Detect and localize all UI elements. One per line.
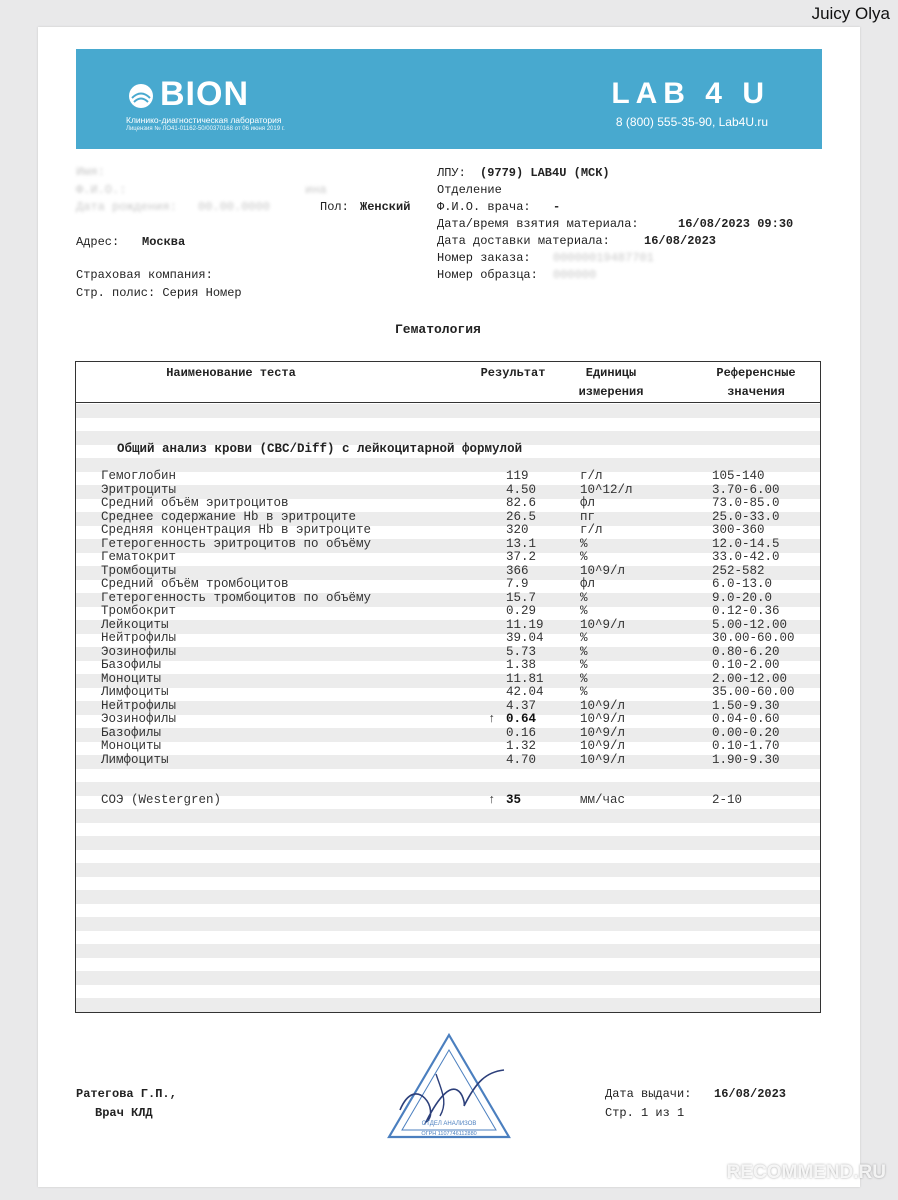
sample-number-value: 000000 [553, 268, 597, 282]
cell-unit: % [580, 590, 588, 605]
table-row [76, 497, 820, 511]
cell-ref: 25.0-33.0 [712, 509, 780, 524]
cell-unit: г/л [580, 469, 603, 483]
cell-name: Тромбоциты [101, 563, 177, 578]
cell-ref: 73.0-85.0 [712, 496, 780, 510]
cell-ref: 252-582 [712, 563, 765, 578]
cell-unit: г/л [580, 523, 603, 537]
esr-unit: мм/час [580, 793, 626, 807]
table-row [76, 619, 820, 633]
cell-result: 26.5 [506, 509, 537, 524]
stamp-text: ОТДЕЛ АНАЛИЗОВ [421, 1121, 477, 1127]
cell-ref: 35.00-60.00 [712, 685, 795, 699]
table-header [76, 362, 820, 403]
cell-unit: 10^9/л [580, 752, 626, 767]
header-units-2: измерения [578, 385, 644, 399]
cell-name: Гетерогенность эритроцитов по объёму [101, 536, 372, 551]
table-row [76, 551, 820, 565]
header-ref-1: Референсные [716, 366, 796, 380]
cell-result: 7.9 [506, 577, 529, 591]
table-row [76, 511, 820, 525]
cell-ref: 0.10-1.70 [712, 739, 780, 753]
cell-result: 15.7 [506, 590, 537, 605]
lpu-label: ЛПУ: [437, 166, 466, 180]
cell-name: Базофилы [101, 658, 162, 672]
table-row [76, 713, 820, 727]
cell-unit: 10^9/л [580, 698, 626, 713]
cell-ref: 3.70-6.00 [712, 482, 780, 497]
cell-ref: 5.00-12.00 [712, 617, 788, 632]
esr-result: 35 [506, 793, 522, 807]
cell-name: Эозинофилы [101, 644, 177, 659]
bion-logo-icon [126, 83, 156, 109]
cell-result: 4.37 [506, 698, 537, 713]
taken-label: Дата/время взятия материала: [437, 217, 639, 231]
cell-result: 366 [506, 563, 529, 578]
cell-unit: % [580, 536, 588, 551]
lab4u-contact: 8 (800) 555-35-90, Lab4U.ru [615, 115, 768, 129]
table-row [76, 673, 820, 687]
cell-ref: 1.90-9.30 [712, 752, 780, 767]
cell-name: Лимфоциты [101, 685, 169, 699]
cell-unit: % [580, 671, 588, 686]
cell-name: Базофилы [101, 725, 162, 740]
cell-unit: % [580, 644, 588, 659]
cell-result: 42.04 [506, 685, 544, 699]
cell-name: Эритроциты [101, 482, 177, 497]
cell-unit: 10^9/л [580, 712, 626, 726]
high-flag-icon: ↑ [488, 712, 496, 726]
page-number: Стр. 1 из 1 [605, 1106, 685, 1120]
esr-high-flag: ↑ [488, 793, 496, 807]
results-table [75, 361, 821, 1013]
bion-wordmark: BION [160, 75, 249, 113]
cell-ref: 0.12-0.36 [712, 604, 780, 618]
sample-number-label: Номер образца: [437, 268, 538, 282]
cell-name: Нейтрофилы [101, 698, 177, 713]
delivered-value: 16/08/2023 [644, 234, 717, 248]
insurance-label: Страховая компания: [76, 268, 213, 282]
table-row [76, 470, 820, 484]
cell-result: 4.70 [506, 752, 537, 767]
cell-unit: пг [580, 509, 596, 524]
cell-ref: 2.00-12.00 [712, 671, 788, 686]
recommend-watermark-text: RECOMMEND.RU [726, 1162, 886, 1183]
cell-name: Моноциты [101, 739, 162, 753]
cell-ref: 0.04-0.60 [712, 712, 780, 726]
doctor-label: Ф.И.О. врача: [437, 200, 531, 214]
cell-result: 13.1 [506, 536, 537, 551]
row-stripe [76, 944, 820, 958]
cell-name: Гематокрит [101, 550, 177, 564]
row-stripe [76, 863, 820, 877]
esr-name: СОЭ (Westergren) [101, 793, 222, 807]
cell-ref: 0.00-0.20 [712, 725, 780, 740]
cell-name: Гетерогенность тромбоцитов по объёму [101, 590, 372, 605]
cell-result: 11.19 [506, 617, 544, 632]
cell-ref: 30.00-60.00 [712, 631, 795, 645]
cell-name: Тромбокрит [101, 604, 177, 618]
patient-fio-tail: ина [305, 183, 327, 197]
table-row [76, 632, 820, 646]
cell-result: 1.32 [506, 739, 537, 753]
order-number-value: 00000019487701 [553, 251, 654, 265]
patient-sex-value: Женский [360, 200, 411, 214]
cell-ref: 33.0-42.0 [712, 550, 780, 564]
table-row [76, 592, 820, 606]
bion-subtitle: Клинико-диагностическая лаборатория [126, 115, 282, 125]
cell-unit: % [580, 604, 588, 618]
policy-label: Стр. полис: Серия Номер [76, 286, 242, 300]
stamp-ogrn: ОГРН 1107746112880 [421, 1131, 477, 1137]
table-row [76, 605, 820, 619]
patient-name-label: Имя: [76, 165, 105, 179]
cell-result: 39.04 [506, 631, 544, 645]
cell-result: 1.38 [506, 658, 537, 672]
row-stripe [76, 836, 820, 850]
esr-row [76, 794, 820, 808]
cell-ref: 9.0-20.0 [712, 590, 773, 605]
cell-name: Средний объём тромбоцитов [101, 577, 289, 591]
header-ref-2: значения [727, 385, 785, 399]
patient-fio-label: Ф.И.О.: [76, 183, 127, 197]
patient-sex-label: Пол: [320, 200, 349, 214]
bion-logo [126, 75, 296, 139]
cell-result: 11.81 [506, 671, 544, 686]
table-row [76, 578, 820, 592]
row-stripe [76, 971, 820, 985]
cell-result: 0.16 [506, 725, 537, 740]
department-label: Отделение [437, 183, 502, 197]
cell-name: Среднее содержание Hb в эритроците [101, 509, 357, 524]
recommend-watermark [727, 1162, 886, 1184]
header-test-name: Наименование теста [166, 366, 296, 380]
cell-unit: 10^9/л [580, 739, 626, 753]
header-units-1: Единицы [585, 366, 637, 380]
header-result: Результат [480, 366, 546, 380]
cell-unit: 10^9/л [580, 725, 626, 740]
row-stripe [76, 917, 820, 931]
esr-ref: 2-10 [712, 793, 743, 807]
patient-address-value: Москва [142, 235, 186, 249]
cell-unit: 10^12/л [580, 482, 633, 497]
signature-icon [400, 1070, 504, 1122]
cell-ref: 6.0-13.0 [712, 577, 773, 591]
table-row [76, 538, 820, 552]
cell-name: Средняя концентрация Hb в эритроците [101, 523, 372, 537]
lab-report-sheet [38, 27, 860, 1187]
cell-name: Моноциты [101, 671, 162, 686]
cell-result: 0.64 [506, 712, 537, 726]
table-row [76, 700, 820, 714]
cell-unit: % [580, 631, 588, 645]
signing-doctor: Ратегова Г.П., [76, 1087, 177, 1101]
cell-name: Лейкоциты [101, 617, 169, 632]
issue-date-label: Дата выдачи: [605, 1087, 692, 1101]
cell-name: Эозинофилы [101, 712, 177, 726]
header-banner [76, 49, 822, 149]
cell-unit: % [580, 658, 588, 672]
cell-result: 82.6 [506, 496, 537, 510]
group-title: Общий анализ крови (CBC/Diff) с лейкоцитарной формулой [117, 442, 523, 456]
cell-unit: 10^9/л [580, 617, 626, 632]
row-stripe [76, 404, 820, 418]
patient-dob-label: Дата рождения: [76, 200, 177, 214]
delivered-label: Дата доставки материала: [437, 234, 610, 248]
row-stripe [76, 809, 820, 823]
cell-ref: 0.80-6.20 [712, 644, 780, 659]
table-row [76, 484, 820, 498]
cell-unit: % [580, 550, 588, 564]
table-row [76, 565, 820, 579]
table-row [76, 646, 820, 660]
table-row [76, 686, 820, 700]
row-stripe [76, 890, 820, 904]
cell-unit: 10^9/л [580, 563, 626, 578]
cell-result: 37.2 [506, 550, 537, 564]
author-watermark: Juicy Olya [811, 4, 890, 23]
table-row [76, 754, 820, 768]
cell-result: 0.29 [506, 604, 537, 618]
signing-doctor-role: Врач КЛД [95, 1106, 153, 1120]
cell-name: Гемоглобин [101, 469, 177, 483]
lab4u-title: LAB 4 U [611, 77, 770, 110]
cell-result: 320 [506, 523, 529, 537]
cell-ref: 105-140 [712, 469, 765, 483]
cell-unit: фл [580, 496, 596, 510]
cell-unit: % [580, 685, 588, 699]
cell-name: Средний объём эритроцитов [101, 496, 289, 510]
cell-ref: 1.50-9.30 [712, 698, 780, 713]
cell-name: Лимфоциты [101, 752, 169, 767]
table-row [76, 727, 820, 741]
section-title: Гематология [395, 322, 481, 337]
issue-date-value: 16/08/2023 [714, 1087, 787, 1101]
patient-dob-value: 00.00.0000 [198, 200, 271, 214]
order-number-label: Номер заказа: [437, 251, 531, 265]
lab-stamp [386, 1032, 512, 1140]
cell-result: 5.73 [506, 644, 537, 659]
cell-name: Нейтрофилы [101, 631, 177, 645]
table-row [76, 740, 820, 754]
doctor-value: - [553, 200, 561, 214]
table-row [76, 659, 820, 673]
row-stripe [76, 998, 820, 1012]
cell-result: 119 [506, 469, 529, 483]
cell-unit: фл [580, 577, 596, 591]
cell-ref: 300-360 [712, 523, 765, 537]
cell-ref: 12.0-14.5 [712, 536, 780, 551]
bion-license: Лицензия № ЛО41-01162-50/00370168 от 06 июня 2019 г. [126, 126, 285, 132]
patient-address-label: Адрес: [76, 235, 120, 249]
cell-ref: 0.10-2.00 [712, 658, 780, 672]
taken-value: 16/08/2023 09:30 [678, 217, 794, 231]
cell-result: 4.50 [506, 482, 537, 497]
table-row [76, 524, 820, 538]
lpu-value: (9779) LAB4U (МСК) [480, 166, 610, 180]
